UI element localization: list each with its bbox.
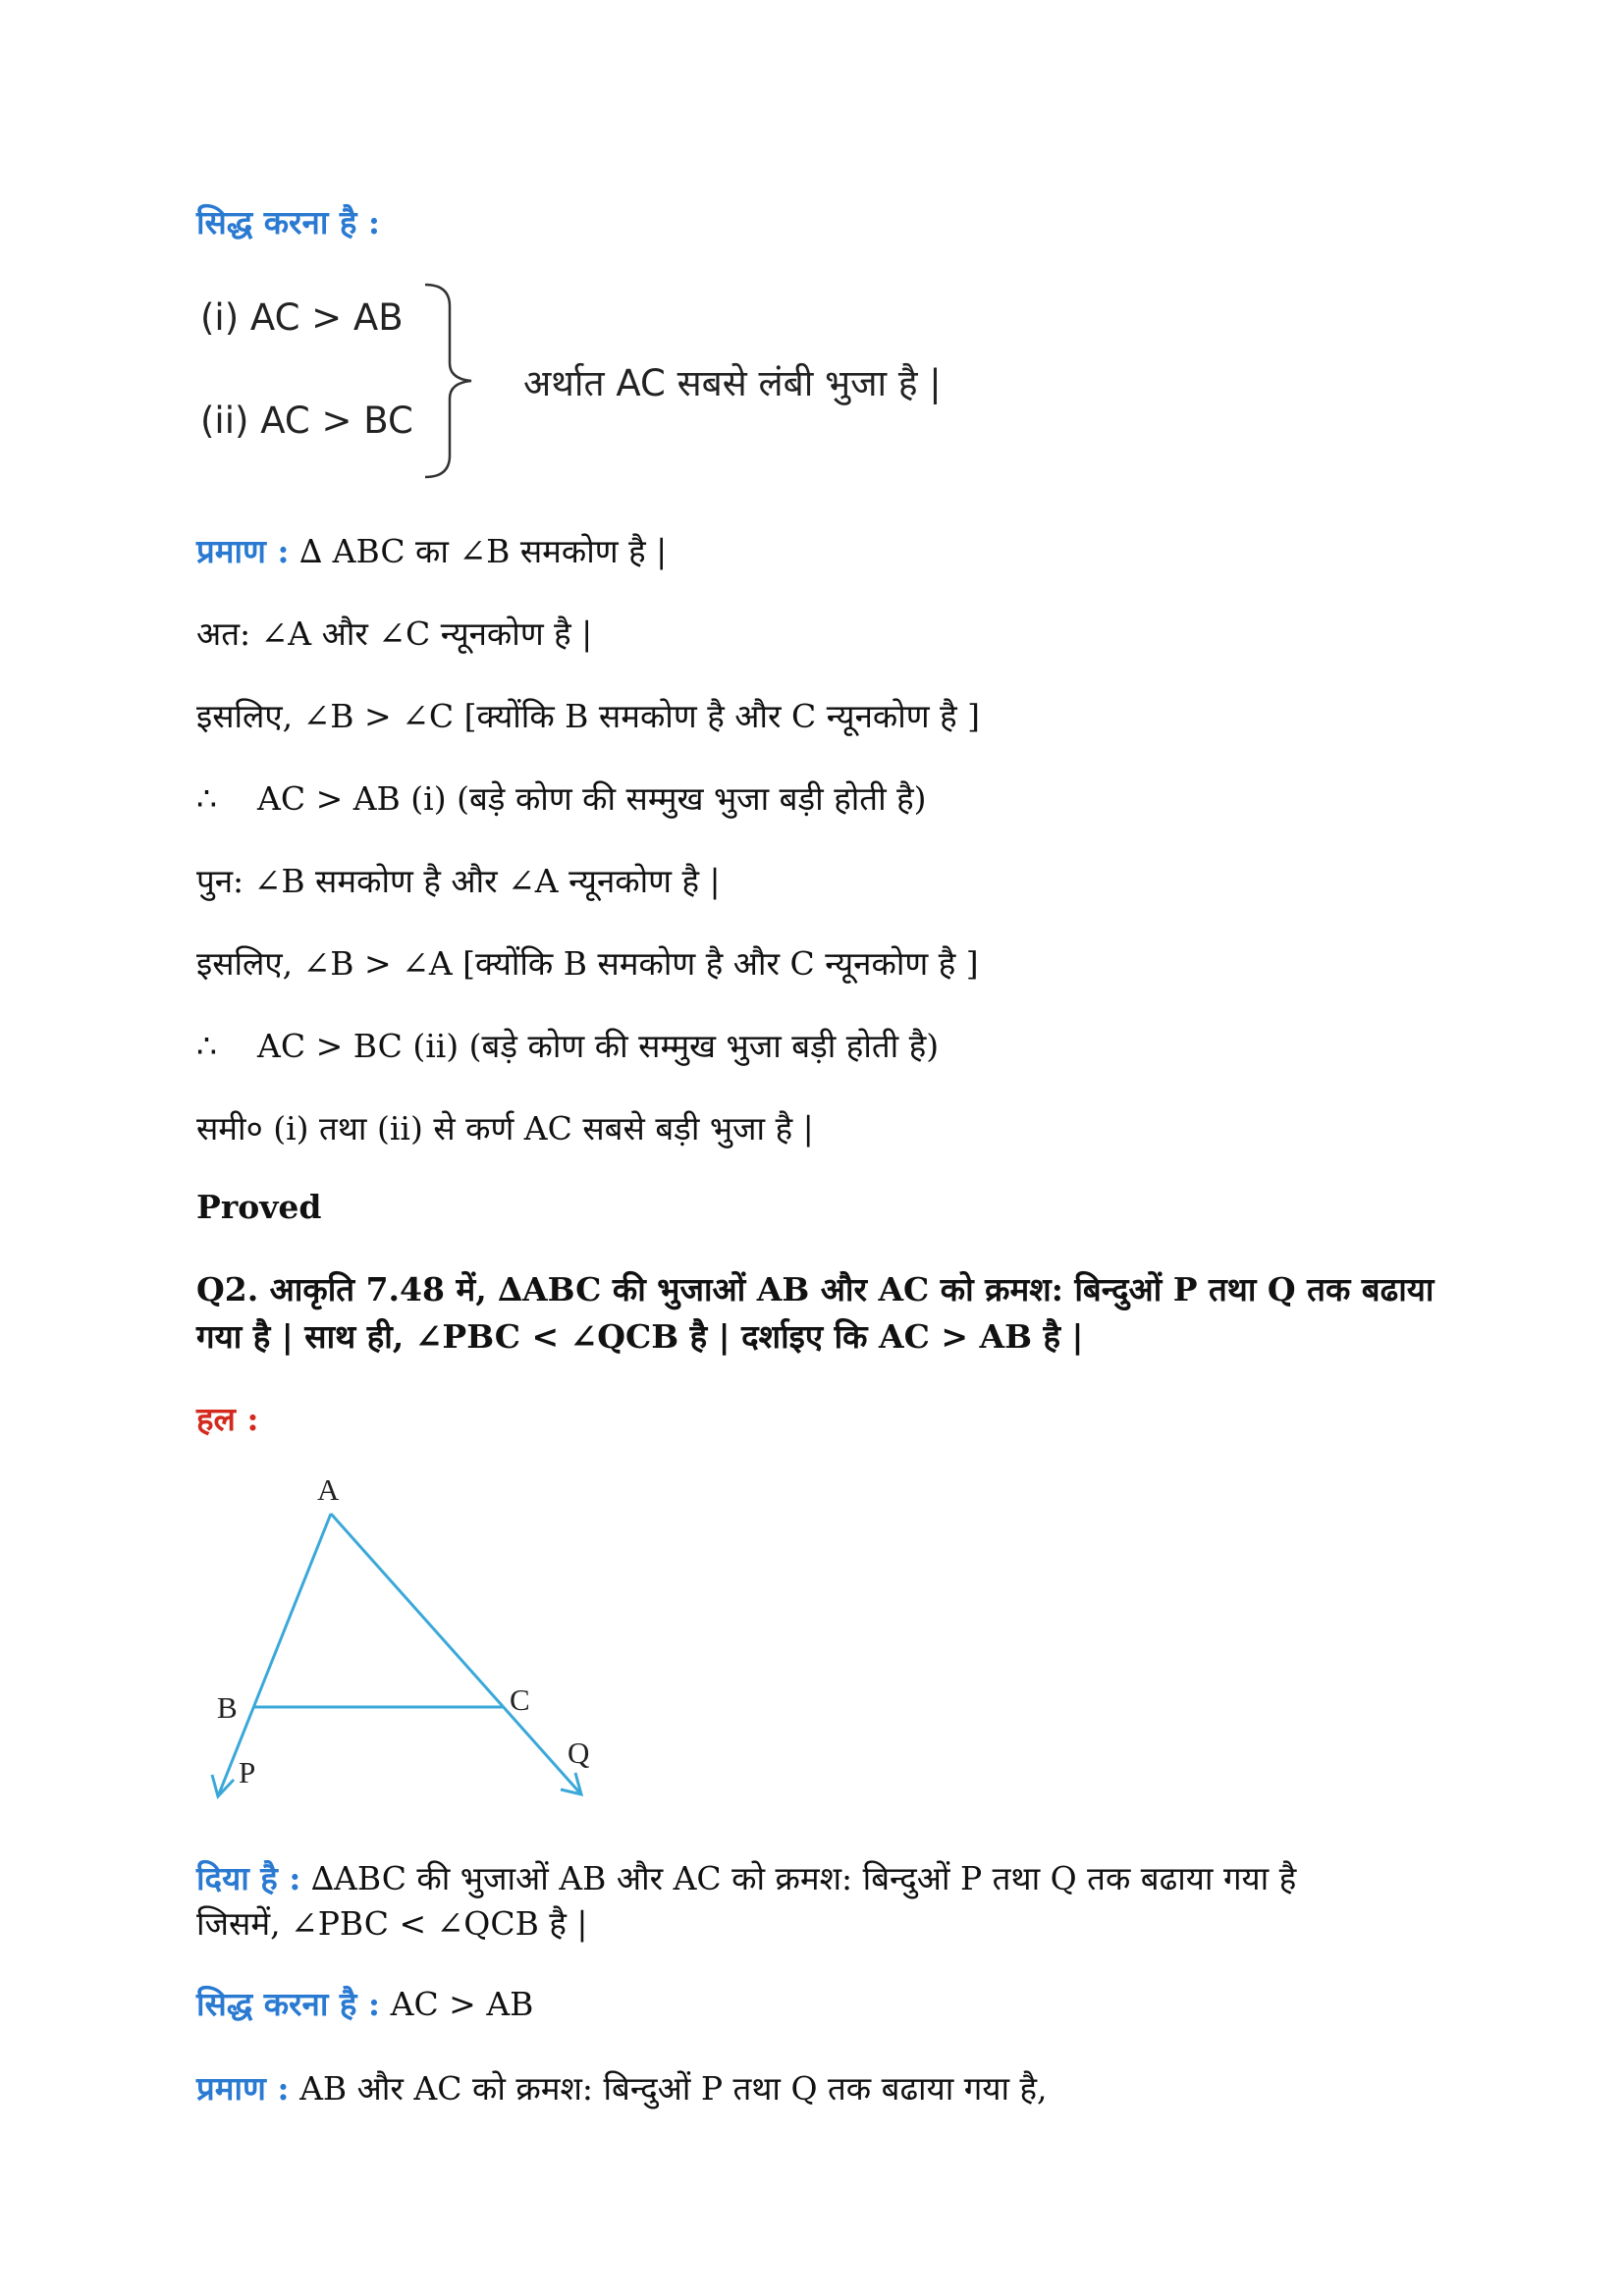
solution-heading: हल : (196, 1400, 259, 1438)
proof-1-line-8: समी० (i) तथा (ii) से कर्ण AC सबसे बड़ी भुजा है | (196, 1109, 814, 1148)
line-AQ (331, 1514, 581, 1794)
claim-2: (ii) AC > BC (200, 400, 413, 442)
proof-1-line-5: पुन: ∠B समकोण है और ∠A न्यूनकोण है | (196, 862, 721, 900)
given-line-2: जिसमें, ∠PBC < ∠QCB है | (196, 1904, 588, 1943)
proof-1-text-4: AC > AB (i) (बड़े कोण की सम्मुख भुजा बड़ी होती है) (257, 779, 927, 818)
proof-1-line-1 (196, 532, 667, 571)
proof-1-line-4 (196, 779, 927, 819)
proof-2-text: AB और AC को क्रमश: बिन्दुओं P तथा Q तक बढाया गया है, (299, 2069, 1048, 2108)
to-prove-2-label: सिद्ध करना है : (196, 1985, 381, 2023)
proof-1-line-3: इसलिए, ∠B > ∠C [क्योंकि B समकोण है और C न्यूनकोण है ] (196, 697, 981, 735)
triangle-diagram (196, 1463, 609, 1816)
given-line-1 (196, 1859, 1296, 1898)
triangle-figure (196, 1463, 609, 1816)
label-C: C (510, 1682, 530, 1717)
proof-1-text-1: ∆ ABC का ∠B समकोण है | (299, 532, 668, 570)
question-2-line-2: गया है | साथ ही, ∠PBC < ∠QCB है | दर्शाइए कि AC > AB है | (196, 1317, 1084, 1356)
proof-1-line-6: इसलिए, ∠B > ∠A [क्योंकि B समकोण है और C न्यूनकोण है ] (196, 944, 979, 983)
curly-brace-icon (420, 277, 479, 485)
label-P: P (239, 1755, 256, 1789)
question-2-line-1: Q2. आकृति 7.48 में, ∆ABC की भुजाओं AB और AC को क्रमश: बिन्दुओं P तथा Q तक बढाया (196, 1270, 1434, 1308)
to-prove-2-line (196, 1985, 533, 2024)
label-A: A (317, 1472, 340, 1507)
therefore-symbol: ∴ (196, 779, 217, 818)
proof-2-line (196, 2069, 1048, 2109)
claims-image (194, 277, 1039, 485)
to-prove-heading: सिद्ध करना है : (196, 203, 381, 241)
proof-1-line-2: अत: ∠A और ∠C न्यूनकोण है | (196, 614, 593, 653)
given-text: ∆ABC की भुजाओं AB और AC को क्रमश: बिन्दुओं P तथा Q तक बढाया गया है (310, 1859, 1297, 1897)
to-prove-2-text: AC > AB (390, 1985, 534, 2023)
proved-label: Proved (196, 1188, 322, 1226)
given-label: दिया है : (196, 1859, 301, 1897)
proof-label: प्रमाण : (196, 532, 290, 570)
proof-1-text-7: AC > BC (ii) (बड़े कोण की सम्मुख भुजा बड़ी होती है) (257, 1027, 940, 1065)
line-AP (218, 1514, 331, 1796)
therefore-symbol: ∴ (196, 1027, 217, 1065)
label-B: B (217, 1690, 238, 1725)
claim-conclusion: अर्थात AC सबसे लंबी भुजा है | (523, 362, 942, 404)
label-Q: Q (568, 1735, 590, 1770)
proof-1-line-7 (196, 1027, 939, 1066)
proof-2-label: प्रमाण : (196, 2069, 290, 2108)
claim-1: (i) AC > AB (200, 296, 404, 339)
